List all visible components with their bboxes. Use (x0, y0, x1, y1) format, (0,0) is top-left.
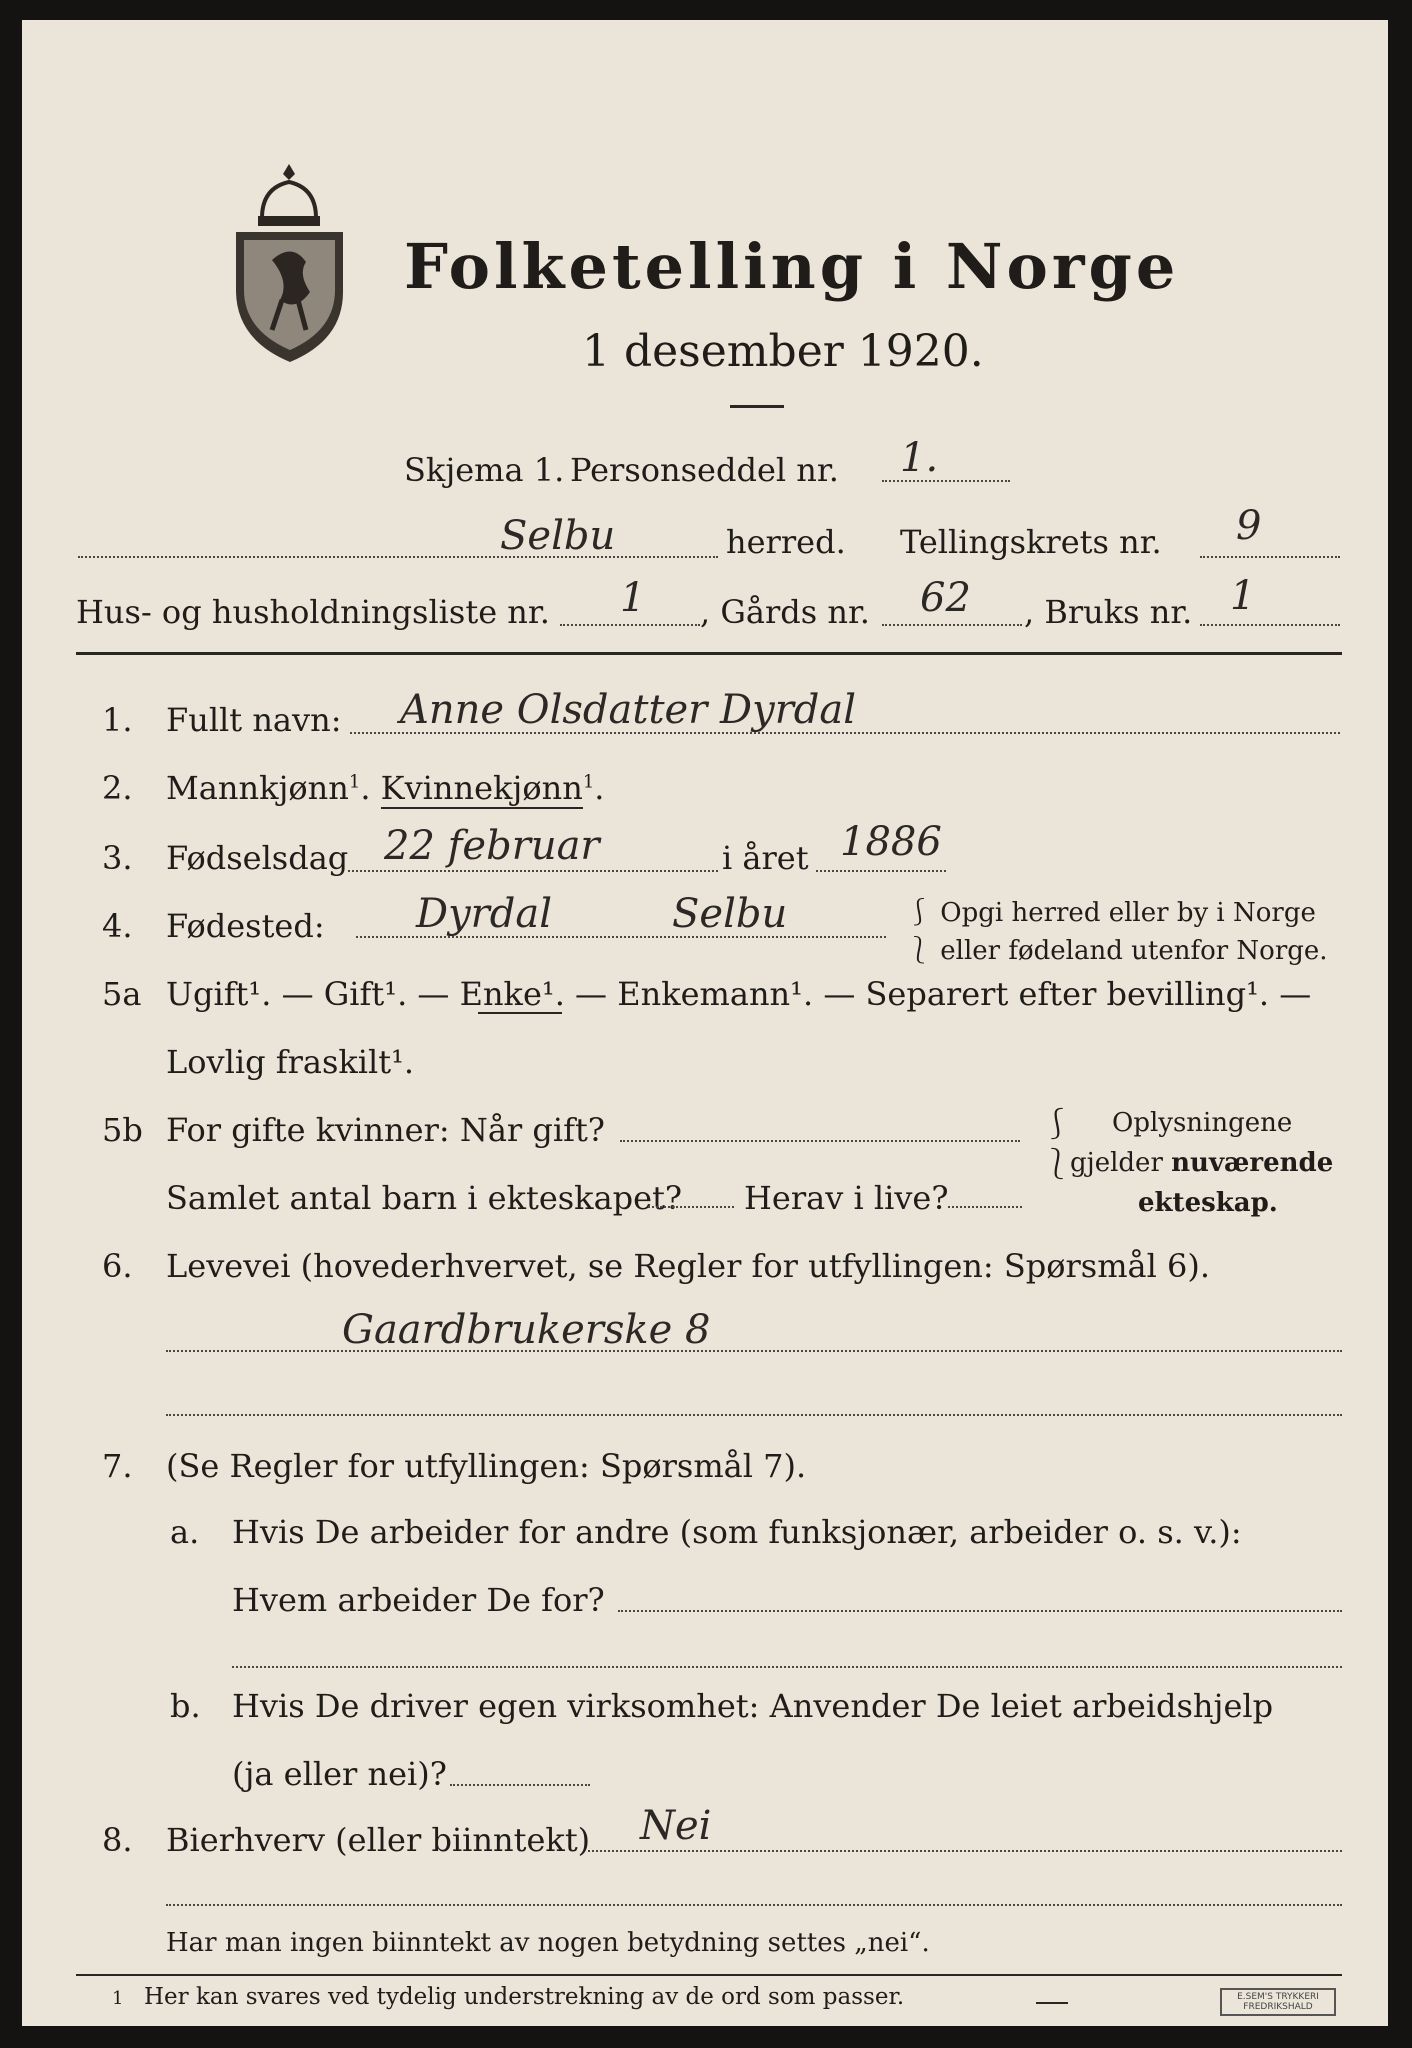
q1-label: Fullt navn: (166, 701, 342, 739)
q3-date-field-line (348, 870, 718, 872)
footnote-dash (1036, 2002, 1068, 2004)
form-title: Folketelling i Norge (404, 230, 1180, 303)
q4-note-line2: ⎱ eller fødeland utenfor Norge. (906, 936, 1328, 966)
q5b-alive-field-line (948, 1206, 1022, 1208)
q7-label: (Se Regler for utfyllingen: Spørsmål 7). (166, 1447, 807, 1485)
footer-note: Har man ingen biinntekt av nogen betydning settes „nei“. (166, 1928, 930, 1958)
q6-occupation-value[interactable]: Gaardbrukerske 8 (342, 1307, 711, 1353)
q5b-number: 5b (102, 1111, 143, 1149)
q3-year-value[interactable]: 1886 (840, 819, 942, 865)
census-form-page (22, 20, 1388, 2026)
form-date: 1 desember 1920. (582, 326, 984, 377)
q7a-field-line-2 (232, 1666, 1342, 1668)
q5a-marital-options-2: Lovlig fraskilt¹. (166, 1043, 415, 1081)
q6-label: Levevei (hovederhvervet, se Regler for utfyllingen: Spørsmål 6). (166, 1247, 1211, 1285)
q5b-alive-label: Herav i live? (744, 1179, 949, 1217)
q2-gender-options: Mannkjønn$^1$. Kvinnekjønn$^1$. (166, 769, 605, 807)
q7b-letter: b. (170, 1687, 201, 1725)
q1-number: 1. (102, 701, 133, 739)
printer-stamp: E.SEM'S TRYKKERI FREDRIKSHALD (1220, 1988, 1336, 2016)
q4-number: 4. (102, 907, 133, 945)
q5b-brace-lower: ⎱ (1042, 1147, 1072, 1182)
husholdning-value[interactable]: 1 (620, 575, 646, 621)
q2-number: 2. (102, 769, 133, 807)
tellingskrets-field-line (1200, 556, 1340, 558)
q5b-note-line3: ekteskap. (1138, 1188, 1278, 1218)
q4-birthplace-value-a[interactable]: Dyrdal (416, 891, 553, 937)
gards-value[interactable]: 62 (920, 575, 971, 621)
q5b-note-line1: Oplysningene (1112, 1108, 1293, 1138)
husholdning-field-line (560, 624, 700, 626)
bruks-field-line (1200, 624, 1340, 626)
header-divider (76, 652, 1342, 655)
q5a-marital-options: Ugift¹. — Gift¹. — Enke¹. — Enkemann¹. — Separert efter bevilling¹. — (166, 975, 1312, 1013)
q4-label: Fødested: (166, 907, 325, 945)
personseddel-label: Personseddel nr. (570, 451, 839, 489)
q4-note-line1: ⎰ Opgi herred eller by i Norge (906, 898, 1316, 928)
q7a-text2: Hvem arbeider De for? (232, 1581, 605, 1619)
q8-side-income-value[interactable]: Nei (640, 1803, 712, 1849)
q5b-brace: ⎰ (1042, 1107, 1072, 1142)
q3-year-label: i året (722, 839, 809, 877)
title-divider (730, 405, 784, 408)
q2-mannkjonn: Mannkjønn (166, 769, 349, 807)
q3-label: Fødselsdag (166, 839, 349, 877)
q8-field-line-2 (166, 1904, 1342, 1906)
gards-label: , Gårds nr. (700, 593, 870, 631)
bruks-label: , Bruks nr. (1024, 593, 1193, 631)
q7a-text: Hvis De arbeider for andre (som funksjonær, arbeider o. s. v.): (232, 1513, 1242, 1551)
q5b-children-label: Samlet antal barn i ekteskapet? (166, 1179, 683, 1217)
herred-field-line (78, 556, 718, 558)
q3-year-field-line (816, 870, 946, 872)
q7b-text2: (ja eller nei)? (232, 1755, 447, 1793)
q5b-note-line2: gjelder nuværende (1070, 1148, 1334, 1178)
norwegian-coat-of-arms-icon (232, 160, 347, 365)
q5b-married-field-line (620, 1140, 1020, 1142)
q5b-children-field-line (648, 1206, 734, 1208)
herred-value[interactable]: Selbu (500, 513, 616, 559)
q7-number: 7. (102, 1447, 133, 1485)
q1-full-name-value[interactable]: Anne Olsdatter Dyrdal (400, 687, 857, 733)
footer-divider (76, 1974, 1342, 1976)
tellingskrets-value[interactable]: 9 (1236, 503, 1262, 549)
q3-birthday-value[interactable]: 22 februar (384, 823, 600, 869)
q5a-enke-underline (478, 1012, 562, 1014)
q2-kvinnekjonn-underlined[interactable]: Kvinnekjønn (380, 769, 583, 807)
schema-label: Skjema 1. (404, 451, 565, 489)
q8-label: Bierhverv (eller biinntekt) (166, 1821, 591, 1859)
q3-number: 3. (102, 839, 133, 877)
gards-field-line (882, 624, 1022, 626)
footnote-number: 1 (112, 1988, 124, 2009)
tellingskrets-label: Tellingskrets nr. (900, 523, 1162, 561)
q7b-field-line (450, 1784, 590, 1786)
husholdning-label: Hus- og husholdningsliste nr. (76, 593, 550, 631)
q4-birthplace-value-b[interactable]: Selbu (672, 891, 788, 937)
q5a-number: 5a (102, 975, 142, 1013)
q6-field-line-2 (166, 1414, 1342, 1416)
bruks-value[interactable]: 1 (1230, 573, 1256, 619)
q8-field-line-1 (588, 1850, 1342, 1852)
q8-number: 8. (102, 1821, 133, 1859)
q6-number: 6. (102, 1247, 133, 1285)
q7a-field-line-1 (618, 1610, 1342, 1612)
herred-label: herred. (726, 523, 846, 561)
q5b-label: For gifte kvinner: Når gift? (166, 1111, 605, 1149)
footnote-text: Her kan svares ved tydelig understrekning av de ord som passer. (144, 1984, 905, 2010)
personseddel-value[interactable]: 1. (900, 435, 939, 481)
q7a-letter: a. (170, 1513, 200, 1551)
q7b-text: Hvis De driver egen virksomhet: Anvender De leiet arbeidshjelp (232, 1687, 1274, 1725)
